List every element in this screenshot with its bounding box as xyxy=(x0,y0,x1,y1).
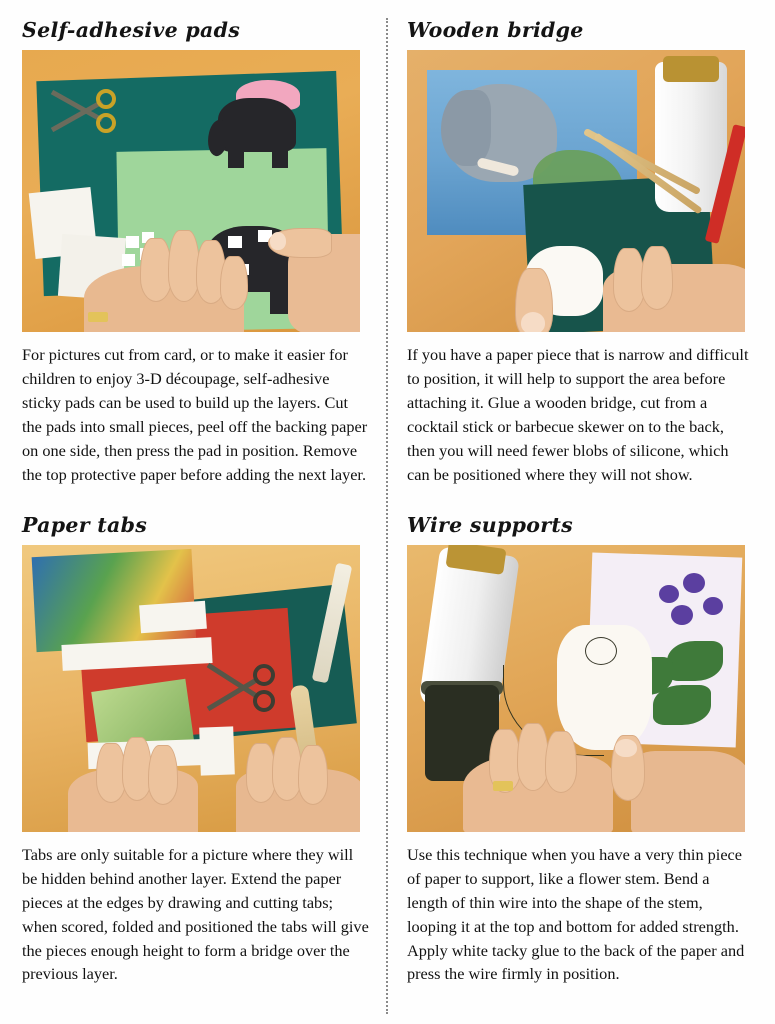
fingernail xyxy=(615,739,637,757)
sticky-pad-on-elephant-1 xyxy=(228,236,242,248)
left-hand-finger-2 xyxy=(168,230,200,302)
section-paper-tabs xyxy=(18,509,373,987)
elephant-leg-large-2 xyxy=(270,278,290,314)
flower-2 xyxy=(659,585,679,603)
paper-tab-1 xyxy=(139,600,207,633)
wedding-ring xyxy=(493,781,513,791)
flower-3 xyxy=(703,597,723,615)
section-caption: Use this technique when you have a very thin piece of paper to support, like a flower stem. Bend a length of thin wire into the shape of the stem, looping it at the top and bottom for added strength. Apply white tacky glue to the back of the paper and press the wire firmly in position. xyxy=(407,844,745,984)
fingernail xyxy=(270,232,286,250)
elephant-leg-small-1 xyxy=(228,142,244,168)
cut-pad-bit-1 xyxy=(126,236,139,248)
column-divider xyxy=(386,18,388,1014)
left-finger-2 xyxy=(517,723,549,791)
photo-wire-supports xyxy=(407,545,745,832)
elephant-leg-small-2 xyxy=(272,142,288,168)
right-hand xyxy=(631,751,745,832)
photo-paper-tabs xyxy=(22,545,360,832)
section-caption: If you have a paper piece that is narrow and difficult to position, it will help to support the area before attaching it. Glue a wooden bridge, cut from a cocktail stick or barbecue skewer on to the back, then you will need fewer blobs of silicone, which can be positioned where they will not show. xyxy=(407,345,749,484)
elephant-ear xyxy=(441,90,491,166)
cut-pad-bit-3 xyxy=(122,254,135,266)
leaf-1 xyxy=(667,641,723,681)
leaf-3 xyxy=(653,685,711,725)
section-caption: For pictures cut from card, or to make it easier for children to enjoy 3-D découpage, self-adhesive sticky pads can be used to build up the layers. Cut the pads into small pieces, peel off the backing paper on one side, then press the pad in position. Remove the top protective paper before adding the next layer. xyxy=(22,345,368,484)
photo-self-adhesive-pads xyxy=(22,50,360,332)
printed-cutout xyxy=(32,549,197,652)
section-caption: Tabs are only suitable for a picture where they will be hidden behind another layer. Extend the paper pieces at the edges by drawing and cutting tabs; when scored, folded and positioned the tabs will give the pieces enough height to form a bridge over the previous layer. xyxy=(22,844,369,984)
section-self-adhesive-pads xyxy=(18,14,373,487)
flower-4 xyxy=(671,605,693,625)
section-title: Wooden bridge xyxy=(407,18,584,42)
glue-bottle-cap xyxy=(663,56,719,82)
left-finger-3 xyxy=(545,731,577,793)
left-hand-finger-4 xyxy=(220,256,248,310)
paper-tab-4 xyxy=(199,726,235,775)
scissors-icon xyxy=(202,655,280,721)
section-title: Self-adhesive pads xyxy=(22,18,241,42)
finger-2 xyxy=(641,246,673,310)
wedding-ring xyxy=(88,312,108,322)
section-title: Paper tabs xyxy=(22,512,148,537)
section-wire-supports xyxy=(403,509,758,987)
wire-loop-top xyxy=(585,637,617,665)
section-wooden-bridge xyxy=(403,14,758,487)
section-title: Wire supports xyxy=(407,512,573,537)
left-finger-3 xyxy=(148,745,178,805)
flower-1 xyxy=(683,573,705,593)
thumbnail xyxy=(521,312,545,332)
photo-wooden-bridge xyxy=(407,50,745,332)
scissors-icon xyxy=(48,86,120,138)
right-finger-3 xyxy=(298,745,328,805)
